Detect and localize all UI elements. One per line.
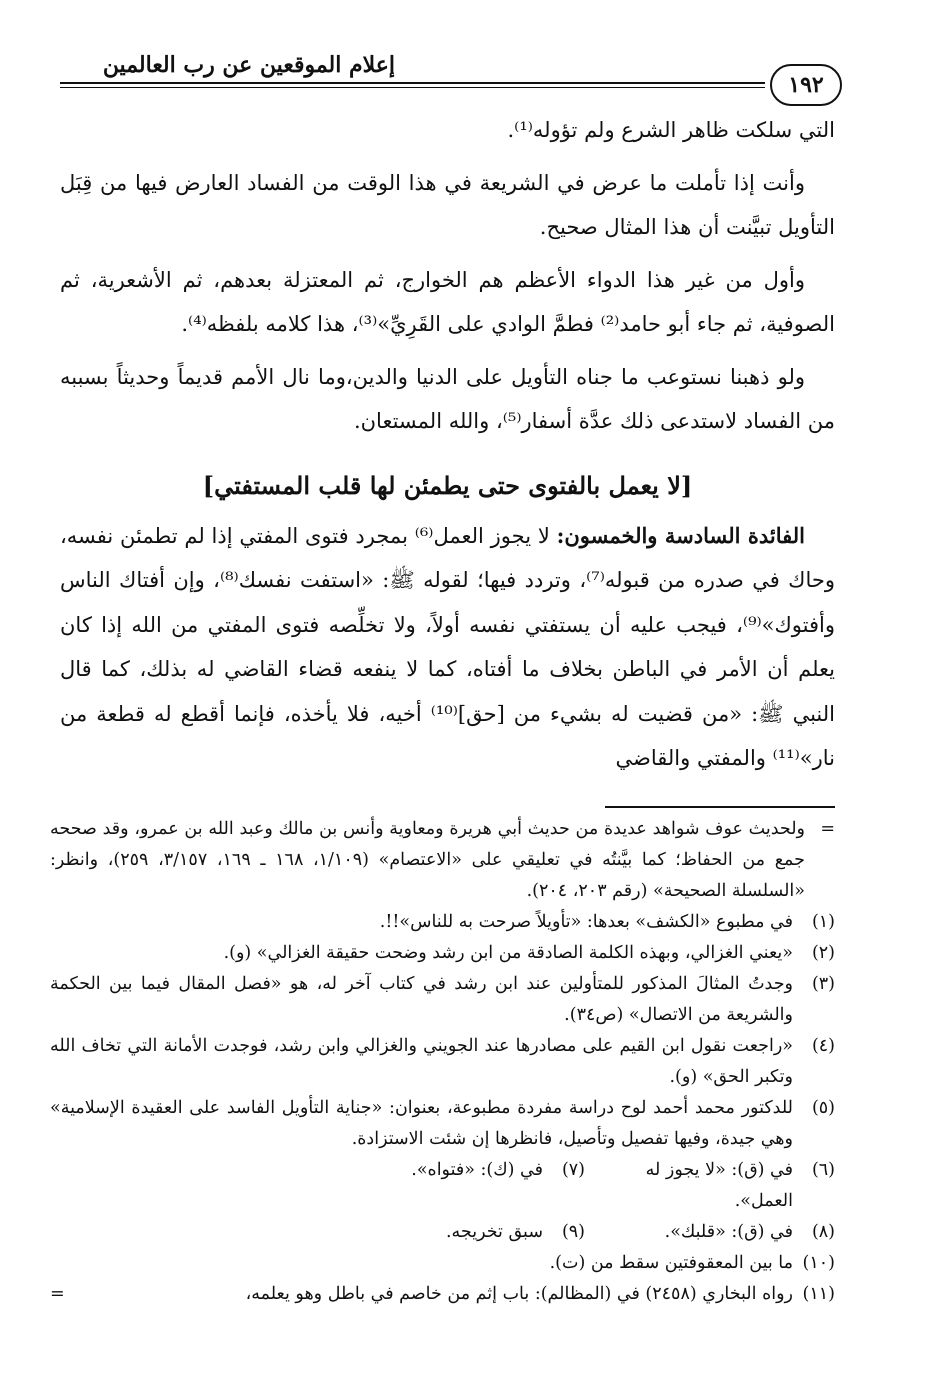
footnote bbox=[585, 1155, 835, 1217]
paragraph: التي سلكت ظاهر الشرع ولم تؤوله⁽¹⁾. bbox=[507, 118, 835, 142]
main-text bbox=[60, 108, 835, 781]
footnote-separator bbox=[605, 806, 835, 808]
footnote bbox=[50, 1248, 835, 1279]
footnote bbox=[585, 1217, 835, 1248]
footnote-text: رواه البخاري (٢٤٥٨) في (المظالم): باب إثم من خاصم في باطل وهو يعلمه، bbox=[245, 1284, 793, 1304]
footnote-text: في (ك): «فتواه». bbox=[411, 1160, 543, 1180]
book-page bbox=[50, 0, 835, 1376]
footnote bbox=[50, 1279, 835, 1310]
footnote-text: وجدتُ المثالَ المذكور للمتأولين عند ابن رشد في كتاب آخر له، هو «فصل المقال فيما بين الحكمة والشريعة من الاتصال» (ص٣٤). bbox=[50, 974, 793, 1025]
footnote-number: (٤) bbox=[811, 1036, 835, 1056]
footnote-text: سبق تخريجه. bbox=[445, 1222, 543, 1242]
continuation-marker: = bbox=[820, 819, 835, 839]
footnote bbox=[50, 907, 835, 938]
footnote-number: (٧) bbox=[561, 1160, 585, 1180]
footnote bbox=[345, 1217, 585, 1248]
footnote bbox=[345, 1155, 585, 1217]
footnote-number: (٣) bbox=[811, 974, 835, 994]
footnote bbox=[50, 1093, 835, 1155]
footnote-pair bbox=[50, 1155, 835, 1217]
paragraph: ولو ذهبنا نستوعب ما جناه التأويل على الدنيا والدين،وما نال الأمم قديماً وحديثاً بسببه من الفساد لاستدعى ذلك عدَّة أسفار⁽⁵⁾، والله المستعان. bbox=[60, 364, 835, 433]
footnote-number: (٥) bbox=[811, 1098, 835, 1118]
footnote-text: «راجعت نقول ابن القيم على مصادرها عند الجويني والغزالي وابن رشد، فوجدت الأمانة التي تخاف الله وتكبر الحق» (و). bbox=[50, 1036, 793, 1087]
paragraph: وأول من غير هذا الدواء الأعظم هم الخوارج، ثم المعتزلة بعدهم، ثم الأشعرية، ثم الصوفية، ثم جاء أبو حامد⁽²⁾ فطمَّ الوادي على القَرِيِّ»⁽³⁾، هذا كلامه بلفظه⁽⁴⁾. bbox=[60, 267, 835, 336]
continuation-marker: = bbox=[50, 1284, 65, 1304]
header-rule-thin bbox=[60, 87, 765, 88]
footnotes bbox=[50, 814, 835, 1310]
footnote-number: (٦) bbox=[811, 1160, 835, 1180]
footnote-number: (١٠) bbox=[802, 1253, 835, 1273]
footnote-text: في مطبوع «الكشف» بعدها: «تأويلاً صرحت به للناس»!!. bbox=[379, 912, 793, 932]
paragraph bbox=[60, 514, 835, 781]
footnote bbox=[50, 938, 835, 969]
footnote bbox=[50, 1031, 835, 1093]
footnote-continuation: = ولحديث عوف شواهد عديدة من حديث أبي هريرة ومعاوية وأنس بن مالك وعبد الله بن عمرو، وقد صححه جمع من الحفاظ؛ كما بيَّنتُه في تعليقي على «الاعتصام» (١/١٠٩، ١٦٨ ـ ١٦٩، ٣/١٥٧، ٢٥٩)، وانظر: «السلسلة الصحيحة» (رقم ٢٠٣، ٢٠٤). bbox=[50, 814, 835, 907]
footnote-number: (١) bbox=[811, 912, 835, 932]
footnote-number: (٩) bbox=[561, 1222, 585, 1242]
section-heading: [لا يعمل بالفتوى حتى يطمئن لها قلب المستفتي] bbox=[202, 470, 693, 500]
lead-phrase: الفائدة السادسة والخمسون: bbox=[556, 522, 806, 548]
running-header bbox=[60, 44, 835, 96]
footnote-number: (٨) bbox=[811, 1222, 835, 1242]
footnote-text: «يعني الغزالي، وبهذه الكلمة الصادقة من ابن رشد وضحت حقيقة الغزالي» (و). bbox=[223, 943, 793, 963]
footnote-text: في (ق): «لا يجوز له العمل». bbox=[645, 1160, 793, 1211]
paragraph-text: لا يجوز العمل⁽⁶⁾ بمجرد فتوى المفتي إذا لم تطمئن نفسه، وحاك في صدره من قبوله⁽⁷⁾، وتردد فيها؛ لقوله ﷺ: «استفت نفسك⁽⁸⁾، وإن أفتاك الناس وأفتوك»⁽⁹⁾، فيجب عليه أن يستفتي نفسه أولاً، ولا تخلِّصه فتوى المفتي من الله إذا كان يعلم أن الأمر في الباطن بخلاف ما أفتاه، كما لا ينفعه قضاء القاضي له بذلك، كما قال النبي ﷺ: «من قضيت له بشيء من [حق]⁽¹⁰⁾ أخيه، فلا يأخذه، فإنما أقطع له قطعة من نار»⁽¹¹⁾ والمفتي والقاضي bbox=[60, 523, 835, 770]
footnote-text: في (ق): «قلبك». bbox=[664, 1222, 793, 1242]
footnote bbox=[50, 969, 835, 1031]
footnote-text: ما بين المعقوفتين سقط من (ت). bbox=[549, 1253, 793, 1273]
footnote-number: (٢) bbox=[811, 943, 835, 963]
page-number: ١٩٢ bbox=[770, 64, 842, 106]
footnote-pair bbox=[50, 1217, 835, 1248]
footnote-number: (١١) bbox=[802, 1284, 835, 1304]
footnote-text: للدكتور محمد أحمد لوح دراسة مفردة مطبوعة، بعنوان: «جناية التأويل الفاسد على العقيدة الإسلامية» وهي جيدة، وفيها تفصيل وتأصيل، فانظرها إن شئت الاستزادة. bbox=[50, 1098, 793, 1149]
paragraph: وأنت إذا تأملت ما عرض في الشريعة في هذا الوقت من الفساد العارض فيها من قِبَل التأويل تبيَّنت أن هذا المثال صحيح. bbox=[60, 170, 835, 239]
header-rule bbox=[60, 82, 765, 84]
book-title: إعلام الموقعين عن رب العالمين bbox=[102, 52, 395, 78]
